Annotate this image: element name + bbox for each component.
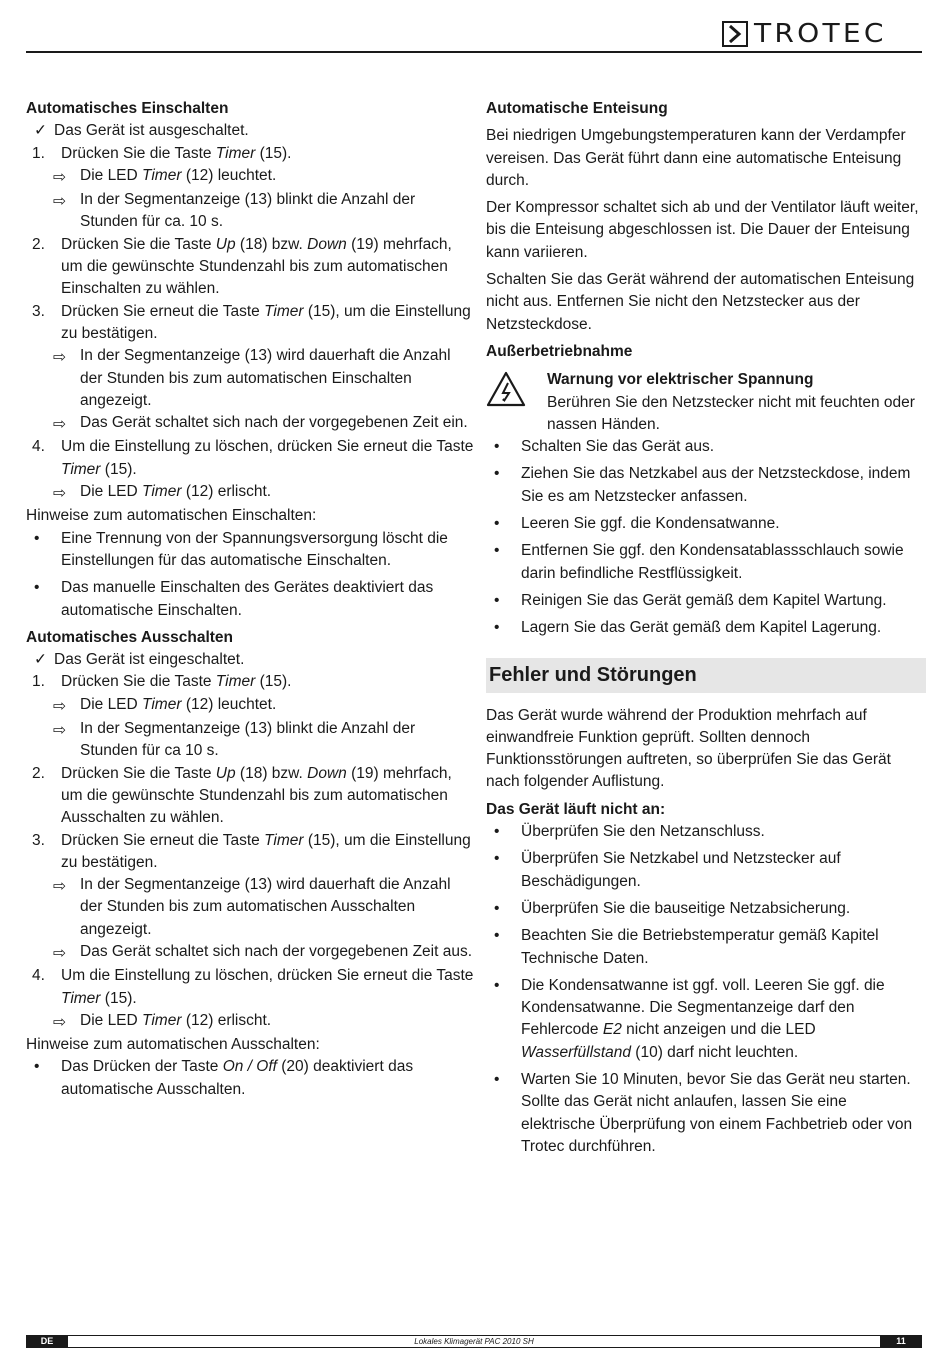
arrow-right-icon: ⇨ <box>53 944 66 962</box>
left-column <box>26 98 476 1101</box>
bullet-icon: • <box>494 515 500 533</box>
check-icon: ✓ <box>34 122 47 140</box>
list-item: • Leeren Sie ggf. die Kondensatwanne. <box>486 513 924 535</box>
result: ⇨ In der Segmentanzeige (13) wird dauerhaft die Anzahl der Stunden bis zum automatischen Einschalten angezeigt. <box>26 345 476 412</box>
precondition: ✓ Das Gerät ist eingeschaltet. <box>26 649 476 671</box>
bullet-icon: • <box>34 529 40 547</box>
check-icon: ✓ <box>34 651 47 669</box>
list-item: • Reinigen Sie das Gerät gemäß dem Kapitel Wartung. <box>486 590 924 612</box>
footer-title: Lokales Klimagerät PAC 2010 SH <box>414 1337 534 1346</box>
bullet-icon: • <box>494 899 500 917</box>
page-number: 11 <box>880 1335 922 1348</box>
bullet-icon: • <box>494 927 500 945</box>
step-3: 3. Drücken Sie erneut die Taste Timer (15), um die Einstellung zu bestätigen. <box>32 831 471 871</box>
result: ⇨ Die LED Timer (12) leuchtet. <box>26 694 476 718</box>
bullet-icon: • <box>494 591 500 609</box>
heading-auto-einschalten: Automatisches Einschalten <box>26 100 229 117</box>
arrow-right-icon: ⇨ <box>53 878 66 896</box>
step-2: 2. Drücken Sie die Taste Up (18) bzw. Down (19) mehrfach, um die gewünschte Stundenzahl bis zum automatischen Ausschalten zu wählen. <box>32 764 452 827</box>
list-item: • Entfernen Sie ggf. den Kondensatablassschlauch sowie darin befindliche Restflüssigkeit. <box>486 540 924 585</box>
list-item: • Überprüfen Sie den Netzanschluss. <box>486 821 924 843</box>
bullet-icon: • <box>494 976 500 994</box>
result: ⇨ In der Segmentanzeige (13) blinkt die Anzahl der Stunden für ca 10 s. <box>26 718 476 763</box>
bullet-icon: • <box>34 1058 40 1076</box>
warning-title: Warnung vor elektrischer Spannung <box>547 371 814 389</box>
result: ⇨ Die LED Timer (12) erlischt. <box>26 1010 476 1034</box>
bullet-icon: • <box>494 465 500 483</box>
bullet-icon: • <box>494 619 500 637</box>
step-1: 1. Drücken Sie die Taste Timer (15). <box>32 673 292 691</box>
electric-warning-icon <box>486 369 547 436</box>
arrow-right-icon: ⇨ <box>53 1013 66 1031</box>
arrow-right-icon: ⇨ <box>53 722 66 740</box>
footer-language: DE <box>26 1335 68 1348</box>
arrow-right-icon: ⇨ <box>53 349 66 367</box>
warning-box <box>486 369 924 436</box>
list-item: • Warten Sie 10 Minuten, bevor Sie das Gerät neu starten. Sollte das Gerät nicht anlaufen, lassen Sie eine elektrische Überprüfung von einem Fachbetrieb oder von Trotec durchführen. <box>486 1069 924 1158</box>
notes-heading: Hinweise zum automatischen Ausschalten: <box>26 1036 320 1054</box>
heading-auto-ausschalten: Automatisches Ausschalten <box>26 628 234 646</box>
section-title: Fehler und Störungen <box>489 663 697 686</box>
bullet-icon: • <box>34 579 40 597</box>
header-rule <box>26 51 922 53</box>
step-3: 3. Drücken Sie erneut die Taste Timer (15), um die Einstellung zu bestätigen. <box>32 302 471 342</box>
arrow-right-icon: ⇨ <box>53 416 66 434</box>
bullet-icon: • <box>494 438 500 456</box>
step-2: 2. Drücken Sie die Taste Up (18) bzw. Down (19) mehrfach, um die gewünschte Stundenzahl bis zum automatischen Einschalten zu wählen. <box>32 235 452 298</box>
result: ⇨ Das Gerät schaltet sich nach der vorgegebenen Zeit ein. <box>26 412 476 436</box>
bullet-icon: • <box>494 850 500 868</box>
list-item: • Ziehen Sie das Netzkabel aus der Netzsteckdose, indem Sie es am Netzstecker anfassen. <box>486 463 924 508</box>
list-item: • Das Drücken der Taste On / Off (20) deaktiviert das automatische Ausschalten. <box>26 1056 476 1101</box>
step-4: 4. Um die Einstellung zu löschen, drücken Sie erneut die Taste Timer (15). <box>32 438 474 478</box>
result: ⇨ Die LED Timer (12) erlischt. <box>26 481 476 505</box>
heading-auto-enteisung: Automatische Enteisung <box>486 100 668 117</box>
logo-text: TROTEC <box>754 19 887 49</box>
list-item: • Beachten Sie die Betriebstemperatur gemäß Kapitel Technische Daten. <box>486 925 924 970</box>
list-item: • Schalten Sie das Gerät aus. <box>486 436 924 458</box>
step-1: 1. Drücken Sie die Taste Timer (15). <box>32 144 292 162</box>
paragraph: Der Kompressor schaltet sich ab und der Ventilator läuft weiter, bis die Enteisung abgeschlossen ist. Die Dauer der Enteisung kann variieren. <box>486 199 919 261</box>
right-column <box>486 98 924 1158</box>
paragraph: Bei niedrigen Umgebungstemperaturen kann der Verdampfer vereisen. Das Gerät führt dann eine automatische Enteisung durch. <box>486 127 906 189</box>
list-item: • Eine Trennung von der Spannungsversorgung löscht die Einstellungen für das automatische Einschalten. <box>26 528 476 573</box>
bullet-icon: • <box>494 1070 500 1088</box>
heading-ausserbetriebnahme: Außerbetriebnahme <box>486 342 633 360</box>
logo-chevron-icon <box>722 21 748 47</box>
list-item: • Das manuelle Einschalten des Gerätes deaktiviert das automatische Einschalten. <box>26 577 476 622</box>
bullet-icon: • <box>494 542 500 560</box>
bullet-icon: • <box>494 823 500 841</box>
warning-text: Berühren Sie den Netzstecker nicht mit feuchten oder nassen Händen. <box>547 393 915 433</box>
arrow-right-icon: ⇨ <box>53 485 66 503</box>
precondition: ✓ Das Gerät ist ausgeschaltet. <box>26 120 476 142</box>
list-item: • Die Kondensatwanne ist ggf. voll. Leeren Sie ggf. die Kondensatwanne. Die Segmentanzeige darf den Fehlercode E2 nicht anzeigen und die LED Wasserfüllstand (10) darf nicht leuchten. <box>486 975 924 1064</box>
trotec-logo <box>722 19 887 49</box>
list-item: • Überprüfen Sie die bauseitige Netzabsicherung. <box>486 898 924 920</box>
paragraph: Das Gerät wurde während der Produktion mehrfach auf einwandfreie Funktion geprüft. Sollten dennoch Funktionsstörungen auftreten, so überprüfen Sie das Gerät nach folgender Auflistung. <box>486 706 891 791</box>
subheading: Das Gerät läuft nicht an: <box>486 800 666 818</box>
arrow-right-icon: ⇨ <box>53 193 66 211</box>
result: ⇨ Die LED Timer (12) leuchtet. <box>26 165 476 189</box>
notes-heading: Hinweise zum automatischen Einschalten: <box>26 507 317 525</box>
arrow-right-icon: ⇨ <box>53 697 66 715</box>
result: ⇨ In der Segmentanzeige (13) wird dauerhaft die Anzahl der Stunden bis zum automatischen Ausschalten angezeigt. <box>26 874 476 941</box>
result: ⇨ In der Segmentanzeige (13) blinkt die Anzahl der Stunden für ca. 10 s. <box>26 189 476 234</box>
result: ⇨ Das Gerät schaltet sich nach der vorgegebenen Zeit aus. <box>26 941 476 965</box>
arrow-right-icon: ⇨ <box>53 168 66 186</box>
list-item: • Überprüfen Sie Netzkabel und Netzstecker auf Beschädigungen. <box>486 848 924 893</box>
list-item: • Lagern Sie das Gerät gemäß dem Kapitel Lagerung. <box>486 617 924 639</box>
footer <box>26 1335 922 1348</box>
paragraph: Schalten Sie das Gerät während der automatischen Enteisung nicht aus. Entfernen Sie nicht den Netzstecker aus der Netzsteckdose. <box>486 271 915 333</box>
step-4: 4. Um die Einstellung zu löschen, drücken Sie erneut die Taste Timer (15). <box>32 967 474 1007</box>
section-bar <box>486 658 926 693</box>
